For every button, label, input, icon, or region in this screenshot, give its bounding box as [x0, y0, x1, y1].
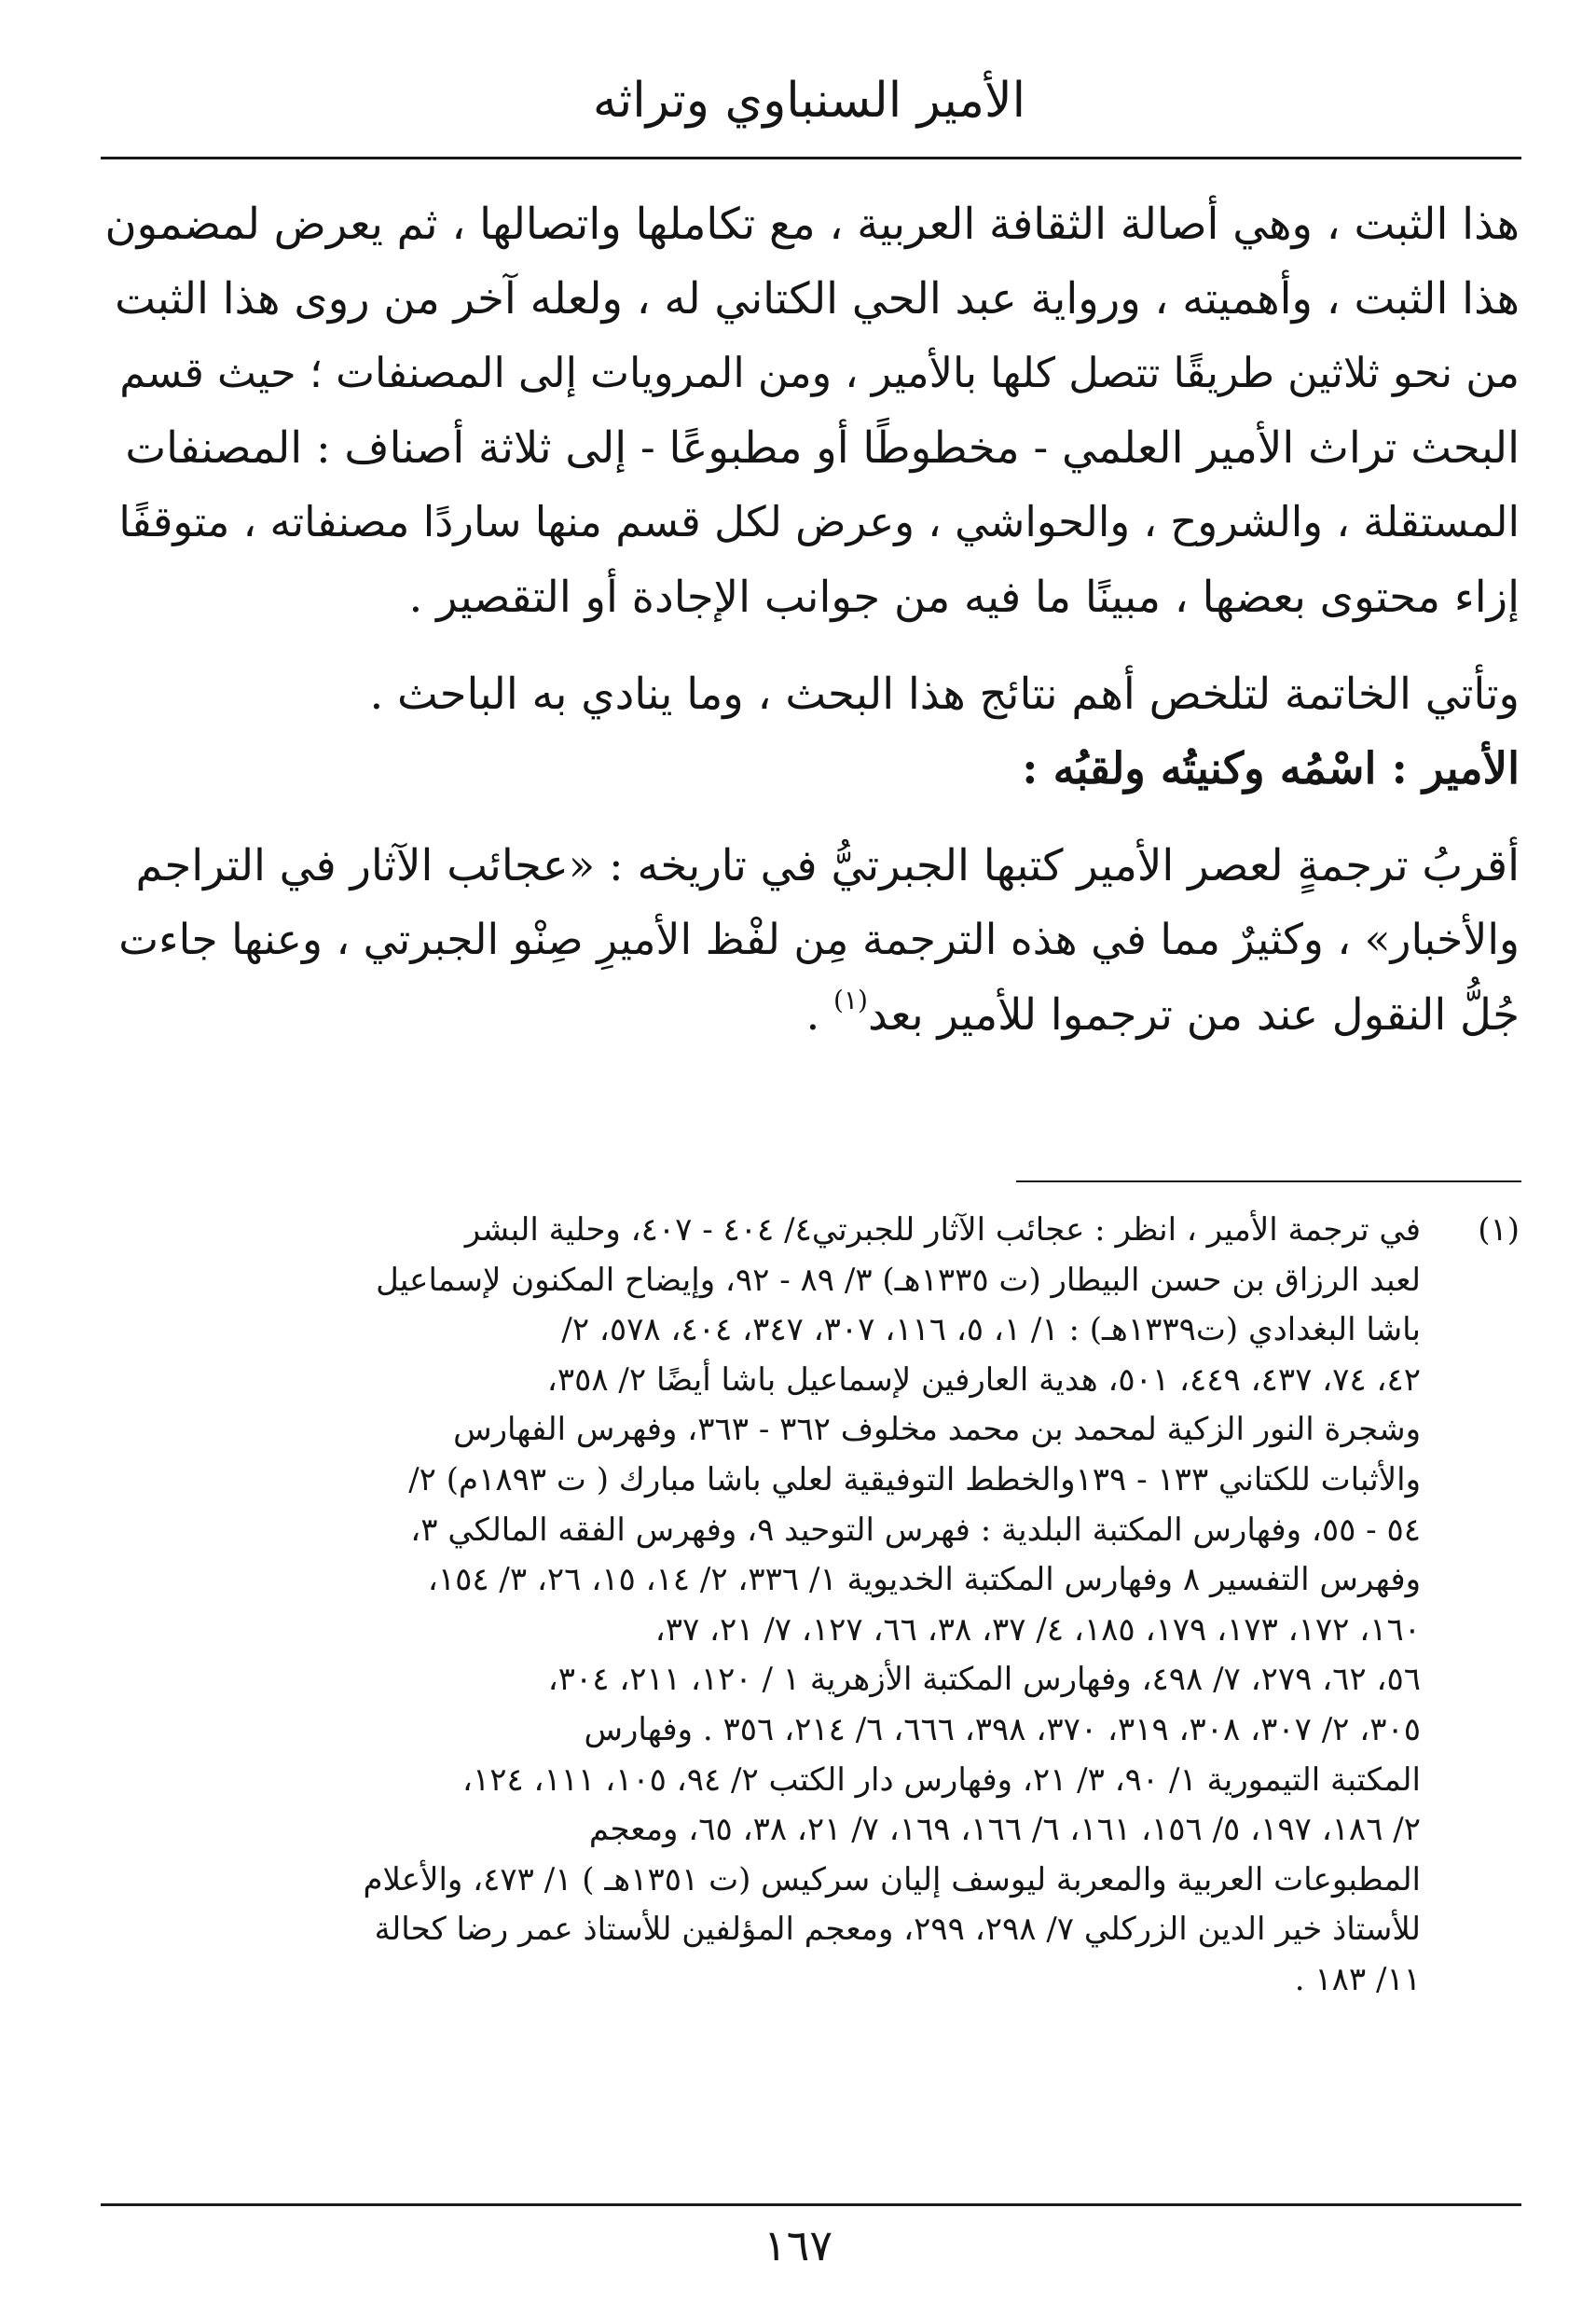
footnote-line: ٥٦، ٦٢، ٢٧٩، ٧/ ٤٩٨، وفهارس المكتبة الأزهرية ١ / ١٢٠، ٢١١، ٣٠٤، — [547, 1661, 1421, 1699]
footnote-reference[interactable]: (١) — [833, 985, 868, 1015]
footer-rule — [101, 2203, 1521, 2206]
footnote-line: ٢/ ١٨٦، ١٩٧، ٥/ ١٥٦، ١٦١، ٦/ ١٦٦، ١٦٩، ٧/ ٢١، ٣٨، ٦٥، ومعجم — [588, 1811, 1421, 1849]
text-line: المستقلة ، والشروح ، والحواشي ، وعرض لكل قسم منها ساردًا مصنفاته ، متوقفًا — [118, 497, 1520, 546]
footnote-line: ٤٢، ٧٤، ٤٣٧، ٤٤٩، ٥٠١، هدية العارفين لإسماعيل باشا أيضًا ٢/ ٣٥٨، — [546, 1360, 1421, 1399]
footnote-line: في ترجمة الأمير ، انظر : عجائب الآثار للجبرتي٤/ ٤٠٤ - ٤٠٧، وحلية البشر — [464, 1211, 1421, 1249]
text-line: من نحو ثلاثين طريقًا تتصل كلها بالأمير ، ومن المرويات إلى المصنفات ؛ حيث قسم — [119, 349, 1520, 397]
footnote-line: لعبد الرزاق بن حسن البيطار (ت ١٣٣٥هـ) ٣/ ٨٩ - ٩٢، وإيضاح المكنون لإسماعيل — [376, 1261, 1421, 1299]
page-number: ١٦٧ — [763, 2220, 833, 2270]
footnote-line: المكتبة التيمورية ١/ ٩٠، ٣/ ٢١، وفهارس دار الكتب ٢/ ٩٤، ١٠٥، ١١١، ١٢٤، — [461, 1760, 1421, 1799]
text-line — [104, 977, 1520, 1052]
footnote-block — [104, 1206, 1520, 2006]
text-line: إزاء محتوى بعضها ، مبينًا ما فيه من جوانب الإجادة أو التقصير . — [408, 572, 1520, 622]
footnote-line: وفهرس التفسير ٨ وفهارس المكتبة الخديوية ١/ ٣٣٦، ٢/ ١٤، ١٥، ٢٦، ٣/ ١٥٤، — [427, 1561, 1421, 1599]
footnote-line: للأستاذ خير الدين الزركلي ٧/ ٢٩٨، ٢٩٩، ومعجم المؤلفين للأستاذ عمر رضا كحالة — [374, 1911, 1421, 1949]
section-heading: الأمير : اسْمُه وكنيتُه ولقبُه : — [1022, 742, 1520, 794]
sentence-end: . — [805, 989, 834, 1040]
footnote-marker: (١) — [1478, 1211, 1520, 1249]
footnote-separator — [1016, 1180, 1521, 1182]
footnote-line: ١٦٠، ١٧٢، ١٧٣، ١٧٩، ١٨٥، ٤/ ٣٧، ٣٨، ٦٦، ١٢٧، ٧/ ٢١، ٣٧، — [654, 1610, 1421, 1649]
running-header: الأمير السنباوي وتراثه — [592, 73, 1026, 129]
text-line: والأخبار» ، وكثيرٌ مما في هذه الترجمة مِن لفْظ الأميرِ صِنْو الجبرتي ، وعنها جاءت — [118, 915, 1520, 964]
footnote-line: ٣٠٥، ٢/ ٣٠٧، ٣٠٨، ٣١٩، ٣٧٠، ٣٩٨، ٦٦٦، ٦/ ٢١٤، ٣٥٦ . وفهارس — [584, 1710, 1421, 1748]
main-text — [104, 186, 1520, 1052]
footnote-line: ٥٤ - ٥٥، وفهارس المكتبة البلدية : فهرس التوحيد ٩، وفهرس الفقه المالكي ٣، — [410, 1511, 1421, 1549]
footnote-line: والأثبات للكتاني ١٣٣ - ١٣٩والخطط التوفيقية لعلي باشا مبارك ( ت ١٨٩٣م) ٢/ — [408, 1460, 1421, 1498]
text-line: هذا الثبت ، وهي أصالة الثقافة العربية ، مع تكاملها واتصالها ، ثم يعرض لمضمون — [104, 199, 1520, 249]
text-line-content: جُلُّ النقول عند من ترجموا للأمير بعد — [867, 989, 1520, 1040]
footnote-text — [104, 1206, 1421, 2006]
footnote-line: المطبوعات العربية والمعربة ليوسف إليان سركيس (ت ١٣٥١هـ ) ١/ ٤٧٣، والأعلام — [363, 1860, 1421, 1898]
footnote-line: باشا البغدادي (ت١٣٣٩هـ) : ١/ ١، ٥، ١١٦، ٣٠٧، ٣٤٧، ٤٠٤، ٥٧٨، ٢/ — [561, 1311, 1421, 1349]
footnote-line: ١١/ ١٨٣ . — [1294, 1960, 1421, 1998]
paragraph-conclusion: وتأتي الخاتمة لتلخص أهم نتائج هذا البحث ، وما ينادي به الباحث . — [369, 669, 1520, 719]
text-line: هذا الثبت ، وأهميته ، ورواية عبد الحي الكتاني له ، ولعله آخر من روى هذا الثبت — [115, 273, 1520, 324]
paragraph-intro — [104, 186, 1520, 634]
header-rule — [101, 157, 1521, 159]
text-line: أقربُ ترجمةٍ لعصر الأمير كتبها الجبرتيُّ في تاريخه : «عجائب الآثار في التراجم — [135, 840, 1520, 890]
text-line: البحث تراث الأمير العلمي - مخطوطًا أو مطبوعًا - إلى ثلاثة أصناف : المصنفات — [125, 422, 1520, 473]
footnote-line: وشجرة النور الزكية لمحمد بن محمد مخلوف ٣٦٢ - ٣٦٣، وفهرس الفهارس — [453, 1411, 1421, 1449]
paragraph-biography — [104, 828, 1520, 1052]
